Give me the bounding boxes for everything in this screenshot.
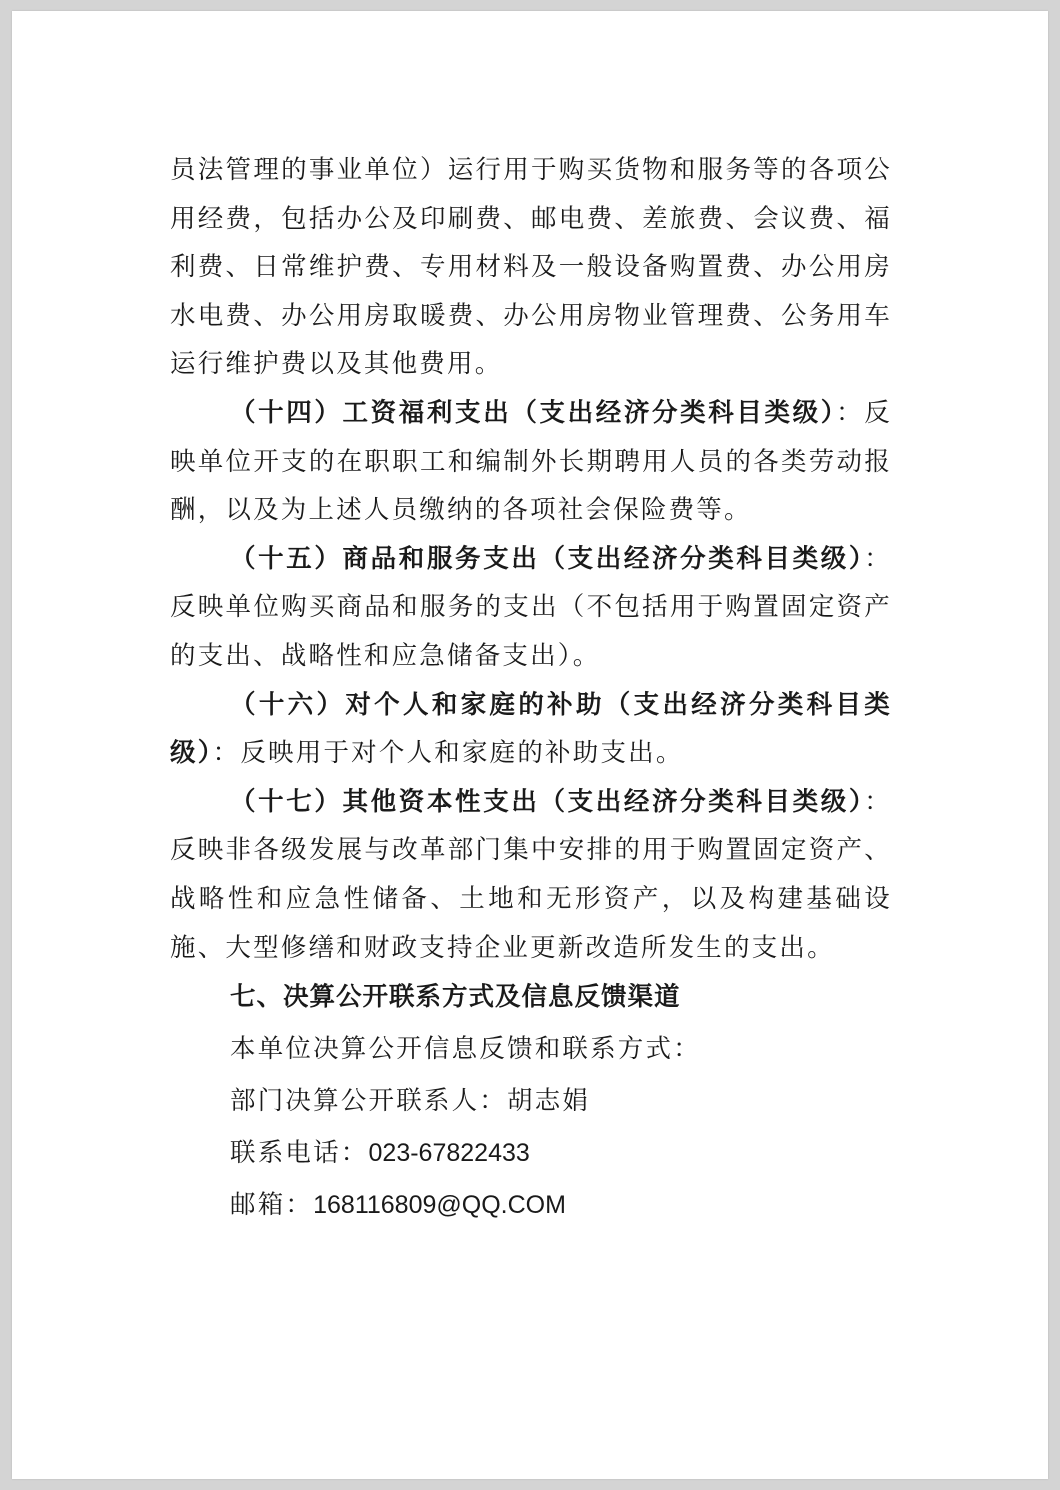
term-wage-welfare: （十四）工资福利支出（支出经济分类科目类级） <box>230 397 837 428</box>
definition-wage-welfare: ：反映单位开支的在职职工和编制外长期聘用人员的各类劳动报酬，以及为上述人员缴纳的各项社会保险费等。 <box>170 397 893 526</box>
contact-phone-label: 联系电话： <box>230 1138 369 1169</box>
paragraph-household-subsidy <box>170 681 892 778</box>
contact-email-label: 邮箱： <box>230 1190 314 1221</box>
contact-email-line <box>170 1179 892 1231</box>
document-content <box>170 146 892 1231</box>
contact-person-label: 部门决算公开联系人： <box>230 1086 508 1117</box>
paragraph-public-expenses: 员法管理的事业单位）运行用于购买货物和服务等的各项公用经费，包括办公及印刷费、邮电费、差旅费、会议费、福利费、日常维护费、专用材料及一般设备购置费、办公用房水电费、办公用房取暖费、办公用房物业管理费、公务用车运行维护费以及其他费用。 <box>170 155 892 380</box>
paragraph-other-capital <box>170 778 892 972</box>
contact-phone-value: 023-67822433 <box>368 1139 530 1168</box>
contact-intro: 本单位决算公开信息反馈和联系方式： <box>230 1034 701 1065</box>
paragraph-wage-welfare <box>170 389 892 535</box>
section-heading-contact: 七、决算公开联系方式及信息反馈渠道 <box>230 982 681 1013</box>
contact-email-value: 168116809@QQ.COM <box>313 1191 566 1220</box>
contact-person-name: 胡志娟 <box>507 1086 591 1117</box>
paragraph-goods-services <box>170 535 892 681</box>
term-household-subsidy: （十六）对个人和家庭的补助（支出经济分类科目类级） <box>170 689 892 769</box>
contact-person-line <box>170 1075 892 1127</box>
definition-goods-services: ：反映单位购买商品和服务的支出（不包括用于购置固定资产的支出、战略性和应急储备支出）。 <box>170 543 892 671</box>
definition-other-capital: ：反映非各级发展与改革部门集中安排的用于购置固定资产、战略性和应急性储备、土地和无形资产，以及构建基础设施、大型修缮和财政支持企业更新改造所发生的支出。 <box>170 786 892 963</box>
contact-phone-line <box>170 1127 892 1179</box>
definition-household-subsidy: ：反映用于对个人和家庭的补助支出。 <box>212 738 684 769</box>
term-other-capital: （十七）其他资本性支出（支出经济分类科目类级） <box>230 786 865 817</box>
document-page <box>12 11 1048 1479</box>
term-goods-services: （十五）商品和服务支出（支出经济分类科目类级） <box>230 543 865 574</box>
